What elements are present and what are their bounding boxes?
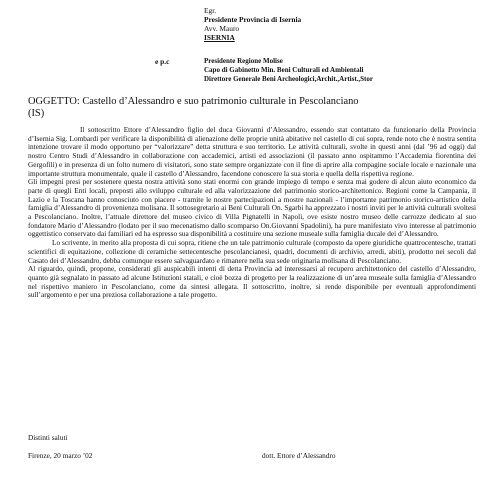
body-paragraph-4: Al riguardo, quindi, propone, considerati gli auspicabili intenti di detta Provincia ad interessarsi al recupero architettonico del castello d’Alessandro, quanto già segnalato in passato ad alcune Istituzioni statali, e cioè bozza di progetto per la realizzazione di un’area museale sulla famiglia d’Alessandro nel rispettivo maniero in Pescolanciano, come da sintesi allegata. Il sottoscritto, inoltre, si rende disponibile per eventuali approfondimenti sull’argomento e per una preziosa collaborazione a tale progetto. — [28, 264, 476, 300]
recipient-salutation: Egr. — [204, 6, 217, 15]
body-paragraph-2: Gli impegni presi per sostenere questa nostra attività sono stati enormi con grande impiego di tempo e senza mai godere di alcun aiuto economico da parte di quegli Enti locali, preposti allo sviluppo culturale ed alla valorizzazione del patrimonio storico-architettonico. Regioni come la Campania, il Lazio e la Toscana hanno conosciuto con piacere - tramite le nostre partecipazioni a mostre nazionali - l’importante patrimonio storico-artistico della famiglia d’Alessandro di provenienza molisana. Il sottosegretario ai Beni Culturali On. Sgarbi ha apprezzato i nostri inviti per le attività culturali svoltesi a Pescolanciano. Inoltre, l’attuale direttore del museo civico di Villa Pignatelli in Napoli, ove esiste nostro museo delle carrozze dedicato al suo fondatore Mario d’Alessandro (lodato per il suo mecenatismo dallo scomparso On.Giovanni Spadolini), ha pure manifestato vivo interesse al patrimonio oggettistico conservato dai familiari ed ha espresso sua disponibilità a costituire una sezione museale sulla famiglia ducale dei d’Alessandro. — [28, 177, 476, 239]
subject-line-2: (IS) — [28, 108, 45, 120]
signature: dott. Ettore d’Alessandro — [262, 451, 336, 460]
recipient-line-2: Avv. Mauro — [204, 24, 240, 34]
subject-line-1: OGGETTO: Castello d’Alessandro e suo patrimonio culturale in Pescolanciano — [28, 96, 359, 107]
recipient-city: ISERNIA — [204, 33, 235, 43]
cc-line-2: Capo di Gabinetto Min. Beni Culturali ed Ambientali — [204, 66, 364, 74]
cc-recipients — [204, 57, 482, 84]
cc-label: e p.c — [155, 57, 170, 66]
recipient-address — [204, 6, 474, 42]
body-paragraph-3: Lo scrivente, in merito alla proposta di cui sopra, ritiene che un tale patrimonio culturale (composto da opere giuridiche quattrocentesche, trattati scientifici di equitazione, collezione di ceramiche settecentesche pescolancianesi, quadri, documenti di archivio, arredi, abiti), prodotto nei secoli dal Casato dei d’Alessandro, debba comunque essere salvaguardato e rimanere nella sua sede originaria molisana di Pescolanciano. — [28, 238, 476, 265]
cc-line-1: Presidente Regione Molise — [204, 57, 283, 65]
place-date: Firenze, 20 marzo ’02 — [28, 451, 93, 460]
body-paragraph-1: Il sottoscritto Ettore d’Alessandro figlio del duca Giovanni d’Alessandro, essendo stat contattato da funzionario della Provincia d’Isernia Sig. Lombardi per verificare la disponibilità di alienazione delle proprie unità abitative nel castello di cui sopra, rende noto che è nostra sentita intenzione trovare il modo opportuno per “valorizzare” detta struttura e suo territorio. Le attività culturali, svolte in questi anni (dal ’96 ad oggi) dal nostro Centro Studi d’Alessandro in collaborazione con accademici, artisti ed associazioni (il passato anno ospitammo l’Accademia fiorentina dei Gergofili) e in presenza di un folto numero di visitatori, sono state sempre organizzate con il fine di aprire alla compagine sociale locale e nazionale una importante struttura monumentale, quale il castello d’Alessandro, facendone conoscere la sua storia e quella della rispettiva regione. — [28, 125, 476, 178]
cc-line-3: Direttore Generale Beni Archeologici,Archit.,Artist.,Stor — [204, 75, 373, 83]
letter-body — [28, 126, 476, 300]
recipient-line-1: Presidente Provincia di Isernia — [204, 15, 302, 25]
letter-subject — [28, 96, 478, 121]
closing-greeting: Distinti saluti — [28, 433, 68, 442]
